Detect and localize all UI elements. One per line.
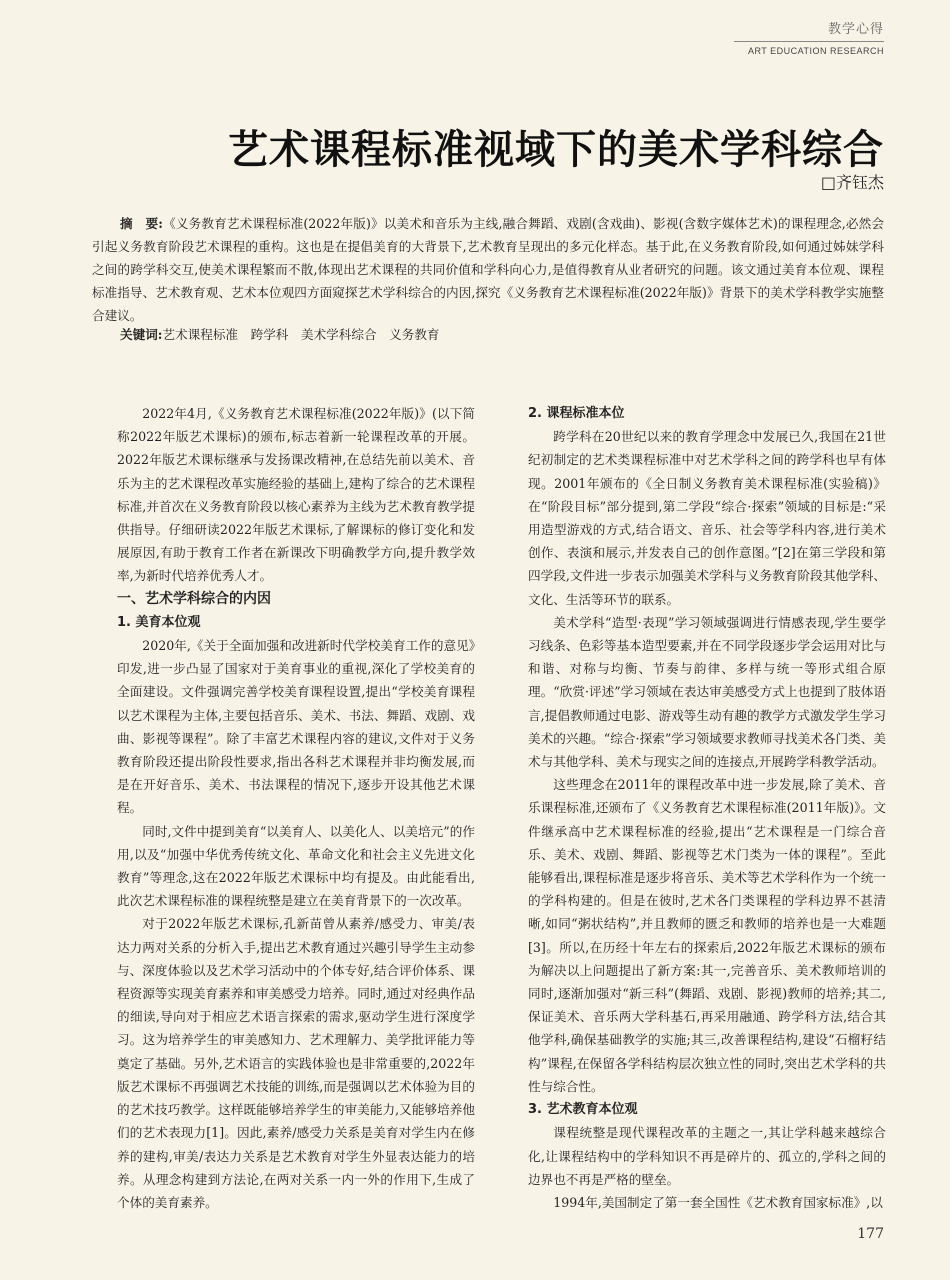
- section-name: 教学心得: [827, 22, 884, 37]
- abstract: [92, 212, 884, 327]
- running-header: [584, 18, 884, 56]
- subsection-heading: 2. 课程标准本位: [528, 406, 625, 421]
- keywords-text: 艺术课程标准 跨学科 美术学科综合 义务教育: [162, 327, 440, 342]
- body-paragraph: 同时,文件中提到美育“以美育人、以美化人、以美培元”的作用,以及“加强中华优秀传统文化、革命文化和社会主义先进文化教育”等理念,这在2022年版艺术课标中均有提及。由此能看出,此次艺术课程标准的课程统整是建立在美育背景下的一次改革。: [117, 823, 475, 909]
- body-paragraph: 2020年,《关于全面加强和改进新时代学校美育工作的意见》印发,进一步凸显了国家对于美育事业的重视,深化了学校美育的全面建设。文件强调完善学校美育课程设置,提出“学校美育课程以艺术课程为主体,主要包括音乐、美术、书法、舞蹈、戏剧、戏曲、影视等课程”。除了丰富艺术课程内容的建议,文件对于义务教育阶段还提出阶段性要求,指出各科艺术课程并非均衡发展,而是在开好音乐、美术、书法课程的情况下,逐步开设其他艺术课程。: [117, 638, 475, 816]
- right-column: [528, 402, 886, 1214]
- body-paragraph: 对于2022年版艺术课标,孔新苗曾从素养/感受力、审美/表达力两对关系的分析入手,提出艺术教育通过兴趣引导学生主动参与、深度体验以及艺术学习活动中的个体专好,结合评价体系、课程资源等实现美育素养和审美感受力培养。同时,通过对经典作品的细读,导向对于相应艺术语言探索的需求,驱动学生进行深度学习。这为培养学生的审美感知力、艺术理解力、美学批评能力等奠定了基础。另外,艺术语言的实践体验也是非常重要的,2022年版艺术课标不再强调艺术技能的训练,而是强调以艺术体验为目的的艺术技巧教学。这样既能够培养学生的审美能力,又能够培养他们的艺术表现力[1]。因此,素养/感受力关系是美育对学生内在修养的建构,审美/表达力关系是艺术教育对学生外显表达能力的培养。从理念构建到方法论,在两对关系一内一外的作用下,生成了个体的美育素养。: [117, 916, 475, 1210]
- body-paragraph: 1994年,美国制定了第一套全国性《艺术教育国家标准》,以: [553, 1194, 883, 1210]
- page-number: 177: [857, 1226, 884, 1242]
- left-column: [117, 402, 475, 1214]
- body-paragraph: 美术学科“造型·表现”学习领域强调进行情感表现,学生要学习线条、色彩等基本造型要素,并在不同学段逐步学会运用对比与和谐、对称与均衡、节奏与韵律、多样与统一等形式组合原理。“欣赏·评述”学习领域在表达审美感受方式上也提到了肢体语言,提倡教师通过电影、游戏等生动有趣的教学方式激发学生学习美术的兴趣。“综合·探索”学习领域要求教师寻找美术各门类、美术与其他学科、美术与现实之间的连接点,开展跨学科教学活动。: [528, 614, 886, 770]
- keywords: [120, 324, 440, 343]
- keywords-label: 关键词:: [120, 327, 163, 342]
- subsection-heading: 1. 美育本位观: [117, 614, 201, 630]
- abstract-text: 《义务教育艺术课程标准(2022年版)》以美术和音乐为主线,融合舞蹈、戏剧(含戏曲)、影视(含数字媒体艺术)的课程理念,必然会引起义务教育阶段艺术课程的重构。这也是在提倡美育的大背景下,艺术教育呈现出的多元化样态。基于此,在义务教育阶段,如何通过姊妹学科之间的跨学科交互,使美术课程繁而不散,体现出艺术课程的共同价值和学科向心力,是值得教育从业者研究的问题。该文通过美育本位观、课程标准指导、艺术教育观、艺术本位观四方面窥探艺术学科综合的内因,探究《义务教育艺术课程标准(2022年版)》背景下的美术学科教学实施整合建议。: [92, 216, 884, 323]
- section-name-en: ART EDUCATION RESEARCH: [747, 46, 884, 56]
- body-paragraph: 跨学科在20世纪以来的教育学理念中发展已久,我国在21世纪初制定的艺术类课程标准中对艺术学科之间的跨学科也早有体现。2001年颁布的《全日制义务教育美术课程标准(实验稿)》在“阶段目标”部分提到,第二学段“综合·探索”领域的目标是:“采用造型游戏的方式,结合语文、音乐、社会等学科内容,进行美术创作、表演和展示,并发表自己的创作意图。”[2]在第三学段和第四学段,文件进一步表示加强美术学科与义务教育阶段其他学科、文化、生活等环节的联系。: [528, 429, 886, 607]
- subsection-heading: 3. 艺术教育本位观: [528, 1102, 638, 1118]
- body-paragraph: 课程统整是现代课程改革的主题之一,其让学科越来越综合化,让课程结构中的学科知识不再是碎片的、孤立的,学科之间的边界也不再是严格的壁垒。: [528, 1125, 886, 1187]
- abstract-label: 摘 要:: [120, 216, 163, 231]
- body-paragraph: 2022年4月,《义务教育艺术课程标准(2022年版)》(以下简称2022年版艺术课标)的颁布,标志着新一轮课程改革的开展。2022年版艺术课标继承与发扬课改精神,在总结先前以美术、音乐为主的艺术课程改革实施经验的基础上,建构了综合的艺术课程标准,并首次在义务教育阶段以核心素养为主线为艺术教育教学提供指导。仔细研读2022年版艺术课标,了解课标的修订变化和发展原因,有助于教育工作者在新课改下明确教学方向,提升教学效率,为新时代培养优秀人才。: [117, 406, 475, 584]
- header-rule: [734, 41, 884, 42]
- article-title: 艺术课程标准视域下的美术学科综合: [228, 126, 884, 173]
- article-author: □齐钰杰: [820, 173, 884, 192]
- body-paragraph: 这些理念在2011年的课程改革中进一步发展,除了美术、音乐课程标准,还颁布了《义务教育艺术课程标准(2011年版)》。文件继承高中艺术课程标准的经验,提出“艺术课程是一门综合音乐、美术、戏剧、舞蹈、影视等艺术门类为一体的课程”。至此能够看出,课程标准是逐步将音乐、美术等艺术学科作为一个统一的学科构建的。但是在彼时,艺术各门类课程的学科边界不甚清晰,如同“粥状结构”,并且教师的匮乏和教师的培养也是一大难题[3]。所以,在历经十年左右的探索后,2022年版艺术课标的颁布为解决以上问题提出了新方案:其一,完善音乐、美术教师培训的同时,逐渐加强对“新三科”(舞蹈、戏剧、影视)教师的培养;其二,保证美术、音乐两大学科基石,再采用融通、跨学科方法,结合其他学科,确保基础教学的实施;其三,改善课程结构,建设“石榴籽结构”课程,在保留各学科结构层次独立性的同时,突出艺术学科的共性与综合性。: [528, 777, 886, 1094]
- section-heading: 一、艺术学科综合的内因: [117, 590, 271, 607]
